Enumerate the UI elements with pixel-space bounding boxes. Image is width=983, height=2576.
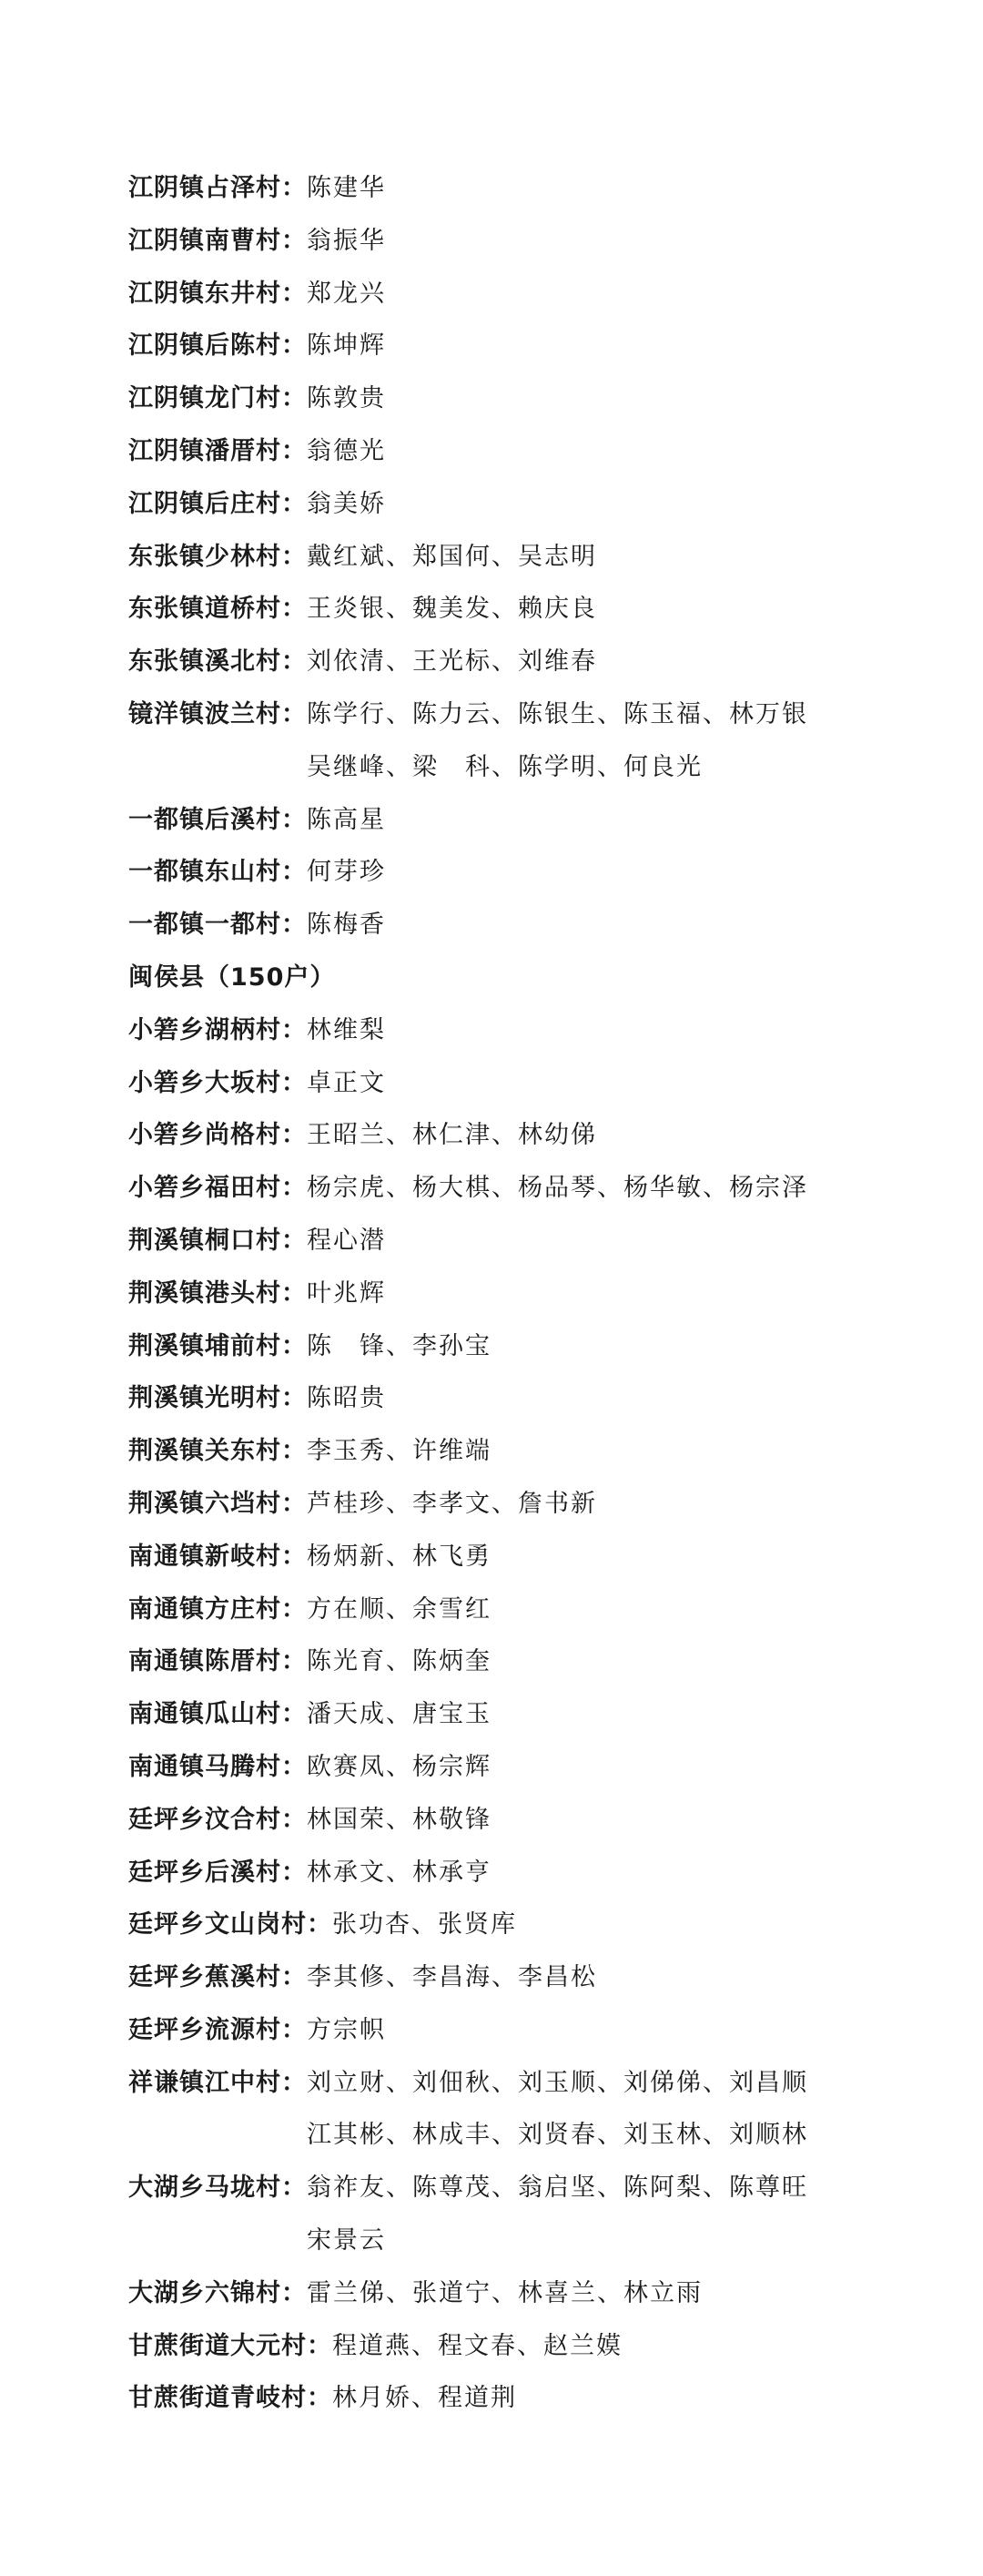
names-group <box>307 1803 492 1838</box>
village-label: 镜洋镇波兰村： <box>128 699 307 728</box>
names-group <box>307 487 386 522</box>
names-group <box>332 1908 517 1942</box>
list-item <box>128 1540 929 1574</box>
names-line: 陈坤辉 <box>307 331 386 361</box>
names-line: 欧赛凤、杨宗辉 <box>307 1752 492 1781</box>
names-line: 陈光育、陈炳奎 <box>307 1647 492 1676</box>
list-item <box>128 329 929 363</box>
names-group <box>307 1118 597 1153</box>
names-group <box>307 1381 386 1416</box>
village-label: 江阴镇南曹村： <box>128 226 307 255</box>
list-item <box>128 1066 929 1101</box>
names-line: 江其彬、林成丰、刘贤春、刘玉林、刘顺林 <box>307 2121 808 2150</box>
list-item <box>128 277 929 311</box>
village-label: 江阴镇东井村： <box>128 279 307 308</box>
names-group <box>307 1750 492 1785</box>
village-label: 荆溪镇桐口村： <box>128 1226 307 1255</box>
village-label: 东张镇溪北村： <box>128 647 307 677</box>
names-line: 杨炳新、林飞勇 <box>307 1542 492 1571</box>
names-line: 杨宗虎、杨大棋、杨品琴、杨华敏、杨宗泽 <box>307 1174 808 1203</box>
list-item <box>128 1329 929 1364</box>
names-group <box>307 1487 597 1522</box>
list-item <box>128 1644 929 1679</box>
names-group <box>307 1540 492 1574</box>
list-item <box>128 2171 929 2258</box>
village-label: 廷坪乡后溪村： <box>128 1858 307 1887</box>
list-item <box>128 382 929 416</box>
village-label: 荆溪镇关东村： <box>128 1437 307 1466</box>
names-line: 戴红斌、郑国何、吴志明 <box>307 542 597 571</box>
village-label: 小箬乡湖柄村： <box>128 1015 307 1044</box>
names-line: 王昭兰、林仁津、林幼俤 <box>307 1121 597 1150</box>
names-line: 李其修、李昌海、李昌松 <box>307 1963 597 1992</box>
village-label: 甘蔗街道青岐村： <box>128 2384 332 2413</box>
village-label: 荆溪镇六垱村： <box>128 1489 307 1518</box>
list-item <box>128 540 929 575</box>
names-group <box>307 855 386 890</box>
village-label: 一都镇一都村： <box>128 911 307 940</box>
entry-list-part1 <box>128 171 929 942</box>
list-item <box>128 697 929 785</box>
list-item <box>128 1803 929 1838</box>
names-line: 宋景云 <box>307 2226 386 2255</box>
list-item <box>128 592 929 626</box>
names-group <box>307 434 386 469</box>
village-label: 大湖乡马垅村： <box>128 2174 307 2203</box>
list-item <box>128 1856 929 1890</box>
village-label: 江阴镇后陈村： <box>128 331 307 361</box>
names-line: 陈梅香 <box>307 911 386 940</box>
village-label: 江阴镇后庄村： <box>128 489 307 518</box>
names-line: 陈敦贵 <box>307 384 386 413</box>
names-line: 吴继峰、梁 科、陈学明、何良光 <box>307 752 703 781</box>
list-item <box>128 1434 929 1469</box>
names-group <box>307 277 386 311</box>
names-line: 林月娇、程道荆 <box>332 2384 517 2413</box>
village-label: 廷坪乡流源村： <box>128 2015 307 2044</box>
names-line: 李玉秀、许维端 <box>307 1437 492 1466</box>
names-group <box>307 2276 703 2311</box>
names-group <box>307 171 386 206</box>
names-line: 刘依清、王光标、刘维春 <box>307 647 597 677</box>
village-label: 一都镇后溪村： <box>128 805 307 834</box>
document-body <box>128 171 929 2434</box>
names-group <box>307 645 597 679</box>
village-label: 甘蔗街道大元村： <box>128 2331 332 2360</box>
village-label: 江阴镇龙门村： <box>128 384 307 413</box>
list-item <box>128 1960 929 1995</box>
list-item <box>128 434 929 469</box>
list-item <box>128 908 929 942</box>
village-label: 南通镇马腾村： <box>128 1752 307 1781</box>
names-line: 陈 锋、李孙宝 <box>307 1331 492 1360</box>
names-group <box>307 1593 492 1627</box>
names-group <box>307 1856 492 1890</box>
list-item <box>128 2329 929 2364</box>
names-line: 林承文、林承亨 <box>307 1858 492 1887</box>
village-label: 廷坪乡文山岗村： <box>128 1910 332 1940</box>
names-group <box>307 1277 386 1311</box>
names-line: 雷兰俤、张道宁、林喜兰、林立雨 <box>307 2278 703 2307</box>
list-item <box>128 1593 929 1627</box>
names-line: 陈学行、陈力云、陈银生、陈玉福、林万银 <box>307 699 808 728</box>
list-item <box>128 171 929 206</box>
list-item <box>128 1013 929 1048</box>
village-label: 一都镇东山村： <box>128 858 307 887</box>
names-line: 叶兆辉 <box>307 1278 386 1308</box>
list-item <box>128 2276 929 2311</box>
names-group <box>307 592 597 626</box>
names-line: 刘立财、刘佃秋、刘玉顺、刘俤俤、刘昌顺 <box>307 2068 808 2097</box>
names-line: 陈高星 <box>307 805 386 834</box>
village-label: 廷坪乡汶合村： <box>128 1805 307 1834</box>
village-label: 南通镇方庄村： <box>128 1594 307 1624</box>
village-label: 东张镇道桥村： <box>128 595 307 624</box>
names-group <box>307 1960 597 1995</box>
list-item <box>128 855 929 890</box>
list-item <box>128 1277 929 1311</box>
names-group <box>307 329 386 363</box>
list-item <box>128 1381 929 1416</box>
names-group <box>307 1644 492 1679</box>
names-line: 翁德光 <box>307 436 386 465</box>
village-label: 小箬乡尚格村： <box>128 1121 307 1150</box>
names-line: 方在顺、余雪红 <box>307 1594 492 1624</box>
county-heading: 闽侯县（150户） <box>128 962 336 992</box>
list-item <box>128 1118 929 1153</box>
list-item <box>128 1224 929 1258</box>
village-label: 南通镇陈厝村： <box>128 1647 307 1676</box>
list-item <box>128 2066 929 2153</box>
village-label: 荆溪镇光明村： <box>128 1384 307 1413</box>
names-group <box>307 697 808 785</box>
names-line: 王炎银、魏美发、赖庆良 <box>307 595 597 624</box>
names-line: 郑龙兴 <box>307 279 386 308</box>
village-label: 小箬乡大坂村： <box>128 1068 307 1097</box>
names-group <box>307 1013 386 1048</box>
names-group <box>307 1329 492 1364</box>
list-item <box>128 1487 929 1522</box>
names-line: 张功杏、张贤库 <box>332 1910 517 1940</box>
names-line: 陈建华 <box>307 174 386 202</box>
names-group <box>307 382 386 416</box>
list-item <box>128 1697 929 1732</box>
list-item <box>128 1908 929 1942</box>
names-line: 翁振华 <box>307 226 386 255</box>
village-label: 小箬乡福田村： <box>128 1174 307 1203</box>
list-item <box>128 224 929 259</box>
names-group <box>307 1697 492 1732</box>
list-item <box>128 487 929 522</box>
names-line: 卓正文 <box>307 1068 386 1097</box>
names-group <box>307 2013 386 2048</box>
names-line: 程道燕、程文春、赵兰嫫 <box>332 2331 623 2360</box>
names-line: 方宗帜 <box>307 2015 386 2044</box>
names-line: 林维梨 <box>307 1015 386 1044</box>
village-label: 祥谦镇江中村： <box>128 2068 307 2097</box>
names-line: 翁祚友、陈尊茂、翁启坚、陈阿梨、陈尊旺 <box>307 2174 808 2203</box>
village-label: 荆溪镇埔前村： <box>128 1331 307 1360</box>
names-group <box>307 540 597 575</box>
village-label: 南通镇新岐村： <box>128 1542 307 1571</box>
names-line: 陈昭贵 <box>307 1384 386 1413</box>
village-label: 江阴镇占泽村： <box>128 174 307 202</box>
list-item <box>128 2381 929 2416</box>
names-group <box>307 908 386 942</box>
names-line: 翁美娇 <box>307 489 386 518</box>
names-group <box>307 1434 492 1469</box>
list-item <box>128 645 929 679</box>
names-line: 芦桂珍、李孝文、詹书新 <box>307 1489 597 1518</box>
names-group <box>307 803 386 838</box>
names-group <box>307 2171 808 2258</box>
names-line: 林国荣、林敬锋 <box>307 1805 492 1834</box>
village-label: 江阴镇潘厝村： <box>128 436 307 465</box>
entry-list-part2 <box>128 1013 929 2417</box>
names-group <box>307 1171 808 1206</box>
list-item <box>128 803 929 838</box>
village-label: 大湖乡六锦村： <box>128 2278 307 2307</box>
village-label: 东张镇少林村： <box>128 542 307 571</box>
names-line: 何芽珍 <box>307 858 386 887</box>
names-group <box>332 2381 517 2416</box>
names-group <box>307 224 386 259</box>
list-item <box>128 1171 929 1206</box>
village-label: 廷坪乡蕉溪村： <box>128 1963 307 1992</box>
village-label: 南通镇瓜山村： <box>128 1700 307 1729</box>
village-label: 荆溪镇港头村： <box>128 1278 307 1308</box>
list-item <box>128 1750 929 1785</box>
list-item <box>128 2013 929 2048</box>
names-line: 潘天成、唐宝玉 <box>307 1700 492 1729</box>
names-group <box>307 2066 808 2153</box>
names-group <box>307 1066 386 1101</box>
names-line: 程心潜 <box>307 1226 386 1255</box>
names-group <box>307 1224 386 1258</box>
names-group <box>332 2329 623 2364</box>
